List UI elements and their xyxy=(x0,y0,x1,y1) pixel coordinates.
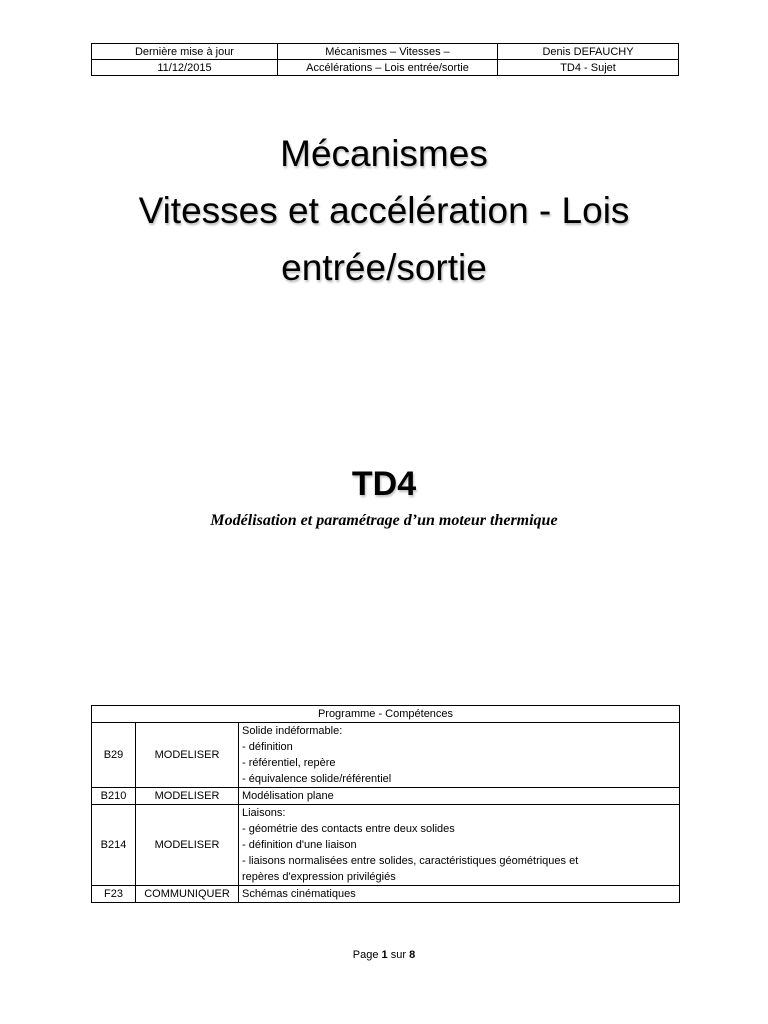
description-line: - liaisons normalisées entre solides, caractéristiques géométriques et xyxy=(242,855,579,867)
page-number: 1 xyxy=(381,949,388,961)
competences-table xyxy=(91,705,680,903)
table-row xyxy=(92,805,680,886)
header-row-2 xyxy=(92,60,679,76)
description-line: - définition xyxy=(242,741,293,753)
description-line: - référentiel, repère xyxy=(242,757,336,769)
main-title-line1: Mécanismes xyxy=(280,133,488,174)
competence-code: B210 xyxy=(92,788,136,805)
competences-header: Programme - Compétences xyxy=(92,706,680,723)
course-title-line1: Mécanismes – Vitesses – xyxy=(277,44,497,60)
header-row-1 xyxy=(92,44,679,60)
main-title-line3: entrée/sortie xyxy=(281,247,487,288)
td-label: TD4 xyxy=(351,465,417,503)
competence-code: B29 xyxy=(92,723,136,788)
description-line: repères d'expression privilégiés xyxy=(242,871,396,883)
competence-category: MODELISER xyxy=(136,788,239,805)
description-line: - définition d'une liaison xyxy=(242,839,357,851)
competence-description xyxy=(239,886,680,903)
competence-description xyxy=(239,805,680,886)
table-row xyxy=(92,788,680,805)
total-pages: 8 xyxy=(409,949,416,961)
td-subtitle: Modélisation et paramétrage d’un moteur thermique xyxy=(210,512,558,529)
description-line: - géométrie des contacts entre deux solides xyxy=(242,823,455,835)
last-update-label: Dernière mise à jour xyxy=(92,44,278,60)
description-line: Schémas cinématiques xyxy=(242,888,356,900)
description-line: - équivalence solide/référentiel xyxy=(242,773,392,785)
last-update-date: 11/12/2015 xyxy=(92,60,278,76)
page-footer xyxy=(0,947,768,963)
description-line: Modélisation plane xyxy=(242,790,334,802)
table-row xyxy=(92,886,680,903)
description-line: Liaisons: xyxy=(242,807,286,819)
competence-description xyxy=(239,723,680,788)
competence-description xyxy=(239,788,680,805)
of-word: sur xyxy=(390,949,407,961)
table-row xyxy=(92,723,680,788)
competence-code: B214 xyxy=(92,805,136,886)
main-title xyxy=(0,125,768,296)
competence-code: F23 xyxy=(92,886,136,903)
competence-category: COMMUNIQUER xyxy=(136,886,239,903)
main-title-line2: Vitesses et accélération - Lois xyxy=(138,190,630,231)
document-reference: TD4 - Sujet xyxy=(498,60,679,76)
description-line: Solide indéformable: xyxy=(242,725,343,737)
course-title-line2: Accélérations – Lois entrée/sortie xyxy=(277,60,497,76)
competence-category: MODELISER xyxy=(136,723,239,788)
document-header-table xyxy=(91,43,679,76)
author-name: Denis DEFAUCHY xyxy=(498,44,679,60)
competences-header-row xyxy=(92,706,680,723)
page-word: Page xyxy=(352,949,379,961)
competence-category: MODELISER xyxy=(136,805,239,886)
